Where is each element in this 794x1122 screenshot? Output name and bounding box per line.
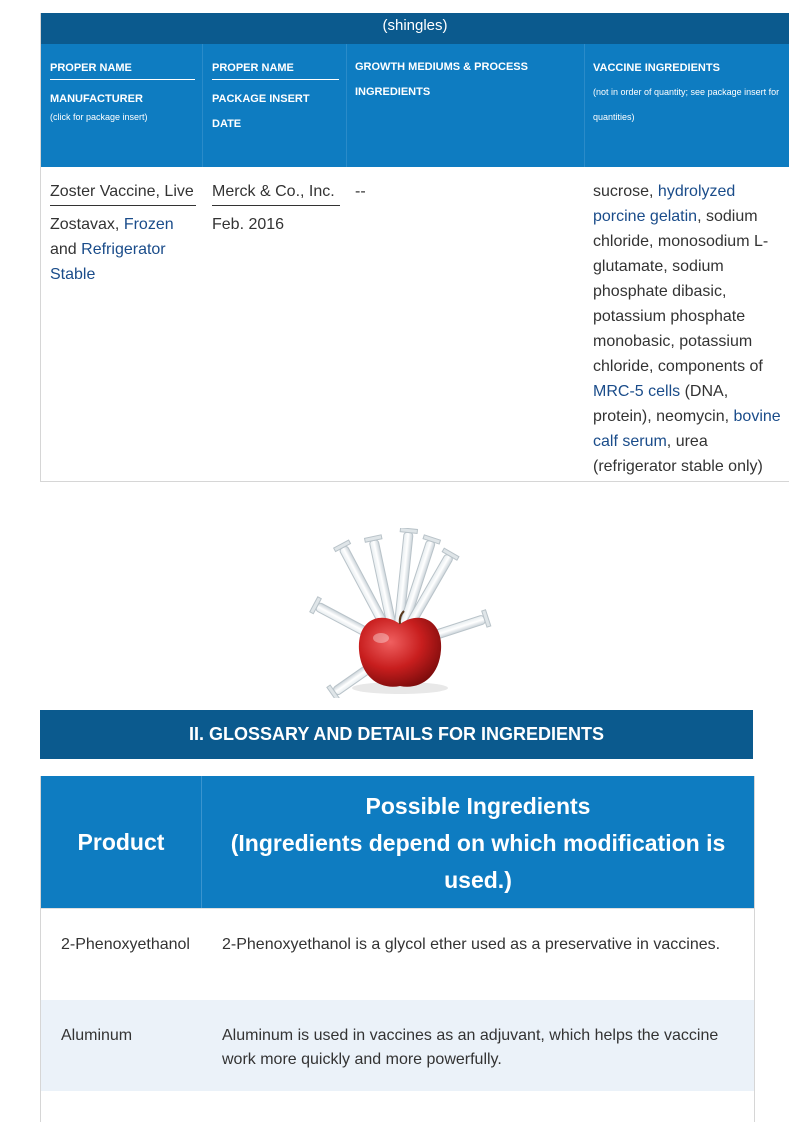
cell-manufacturer <box>203 167 347 481</box>
header-proper-name-2: PROPER NAME <box>212 61 339 80</box>
glossary-description: Aluminum is used in vaccines as an adjuvant, which helps the vaccine work more quickly and more powerfully. <box>222 1027 719 1068</box>
header-note-click: (click for package insert) <box>50 112 148 122</box>
ingredient-text-2: , sodium chloride, monosodium L-glutamate, sodium phosphate dibasic, potassium phosphate monobasic, potassium chloride, components of <box>593 208 769 375</box>
header-package-insert: PACKAGE INSERT <box>212 93 310 105</box>
ingredient-text-1: sucrose, <box>593 183 654 200</box>
cell-proper-name <box>41 167 203 481</box>
ingredient-text-3: (DNA, protein), neomycin, <box>593 383 730 425</box>
link-mrc5-cells[interactable]: MRC-5 cells <box>593 383 681 400</box>
vaccine-table <box>40 13 789 482</box>
table-caption: (shingles) <box>41 13 789 44</box>
header-col-package-insert <box>203 44 347 167</box>
header-growth-mediums: GROWTH MEDIUMS & PROCESS INGREDIENTS <box>355 61 528 98</box>
header-note-quantity: (not in order of quantity; see package insert for quantities) <box>593 87 780 122</box>
cell-ingredients <box>585 167 789 481</box>
header-manufacturer: MANUFACTURER <box>50 93 143 105</box>
header-ingredients-subtitle: (Ingredients depend on which modification is used.) <box>230 830 726 893</box>
manufacturer: Merck & Co., Inc. <box>212 179 340 206</box>
glossary-description: 2-Phenoxyethanol is a glycol ether used as a preservative in vaccines. <box>222 936 721 953</box>
link-refrigerator-stable-insert[interactable]: Refrigerator Stable <box>50 241 166 283</box>
cell-growth-mediums: -- <box>355 183 366 200</box>
table-row <box>41 908 754 1000</box>
link-hydrolyzed-porcine-gelatin[interactable]: hydrolyzed porcine gelatin <box>593 183 736 225</box>
ingredient-text-4: , urea (refrigerator stable only) <box>593 433 763 475</box>
header-ingredients-title: Possible Ingredients <box>365 793 591 819</box>
link-frozen-insert[interactable]: Frozen <box>123 216 174 233</box>
table-row <box>41 167 789 482</box>
header-col-vaccine-ingredients <box>585 44 789 167</box>
table-header-row <box>41 44 789 167</box>
header-date: DATE <box>212 118 242 130</box>
header-col-proper-name-manufacturer <box>41 44 203 167</box>
header-vaccine-ingredients: VACCINE INGREDIENTS <box>593 62 720 74</box>
header-proper-name: PROPER NAME <box>50 61 195 80</box>
glossary-header-row <box>41 776 754 908</box>
header-possible-ingredients <box>202 776 754 908</box>
header-product: Product <box>41 776 202 908</box>
link-bovine-calf-serum[interactable]: bovine calf serum <box>593 408 781 450</box>
product-prefix: Zostavax, <box>50 216 120 233</box>
glossary-table <box>40 776 755 1122</box>
product-name <box>50 212 196 287</box>
apple-with-syringes-icon <box>285 528 515 698</box>
insert-date: Feb. 2016 <box>212 216 285 233</box>
proper-name: Zoster Vaccine, Live <box>50 179 196 206</box>
glossary-product: 2-Phenoxyethanol <box>61 936 190 953</box>
header-col-growth-mediums <box>347 44 585 167</box>
glossary-product: Aluminum <box>61 1027 133 1044</box>
product-and: and <box>50 241 77 258</box>
table-row <box>41 1000 754 1091</box>
glossary-heading: II. GLOSSARY AND DETAILS FOR INGREDIENTS <box>40 710 753 759</box>
